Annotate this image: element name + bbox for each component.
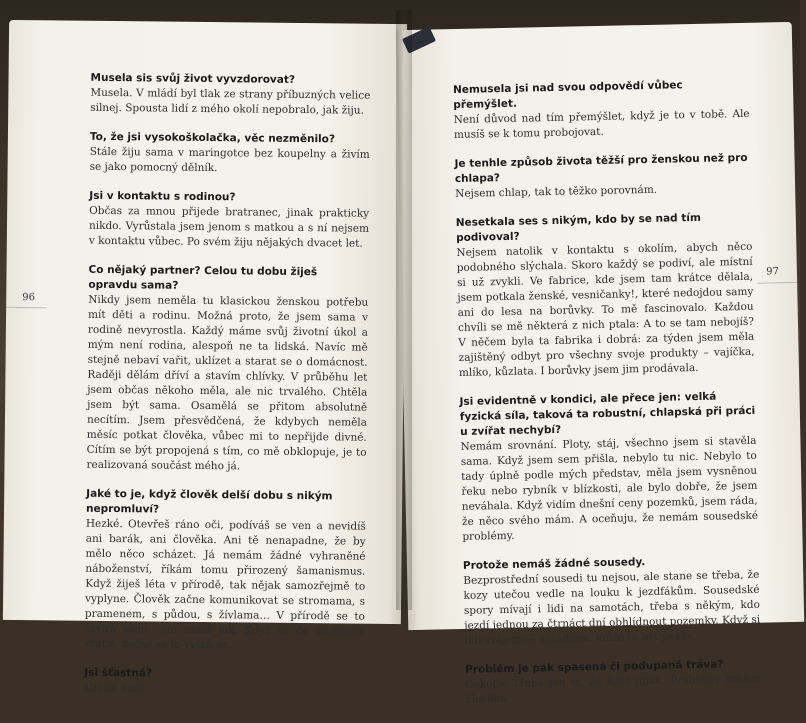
interview-answer: Hezké. Otevřeš ráno oči, podíváš se ven a nevidíš ani barák, ani člověka. Ani tě nenapadne, že by mělo něco scházet. Já nemám žádné vyhraněné náboženství, říkám tomu přirozený šamanismus. Když žiješ léta v přírodě, tak nějak samozřejmě to vyplyne. Člověk začne komunikovat se stromama, s pramenem, s půdou, s žívlama… V přírodě se to otvírá samo, ani nevíš jak. Když se do civilizace vrátíš, začne se to vytrácet. <box>84 517 366 652</box>
interview-block <box>90 130 370 178</box>
interview-question: Problém je pak spasená či podupaná tráva? <box>465 658 724 676</box>
left-page <box>3 20 407 695</box>
interview-block <box>454 151 751 202</box>
interview-block <box>90 71 370 119</box>
interview-answer: Stále žiju sama v maringotce bez koupelny a živím se jako pomocný dělník. <box>89 145 370 175</box>
interview-question: Jsi v kontaktu s rodinou? <box>89 189 236 204</box>
interview-block <box>456 210 755 381</box>
page-number-rule-right <box>757 282 797 284</box>
interview-block <box>89 189 370 252</box>
interview-block <box>459 389 758 545</box>
interview-block <box>85 487 367 655</box>
interview-answer: Nejsem chlap, tak to těžko porovnám. <box>455 183 658 201</box>
left-page-content <box>84 71 371 713</box>
right-page <box>396 22 804 706</box>
page-number-rule-left <box>6 307 46 308</box>
interview-question: Jsi šťastná? <box>84 666 153 680</box>
interview-question: Musela sis svůj život vyvzdorovat? <box>90 71 296 86</box>
interview-question: Jaké to je, když člověk delší dobu s nikým nepromluví? <box>85 487 333 516</box>
interview-question: Co nějaký partner? Celou tu dobu žiješ opravdu sama? <box>88 263 318 292</box>
interview-question: Nemusela jsi nad svou odpovědí vůbec přemýšlet. <box>452 79 683 112</box>
interview-answer: Nejsem natolik v kontaktu s okolím, abych něco podobného slýchala. Skoro každý se podiví, ale místní si už zvykli. Ve fabrice, kde jsem tam krátce dělala, jsem potkala ženské, vesničanky!, které nedojdou samy ani do lesa na borůvky. To mě fascinovalo. Každou chvíli se mě některá z nich ptala: A to se tam nebojíš? V něčem byla ta fabrika i dobrá: za týden jsem měla zajištěný odbyt pro všechny svoje produkty – vajíčka, mlíko, kůzlata. I borůvky jsem jim prodávala. <box>456 240 755 379</box>
interview-block <box>465 657 762 708</box>
interview-answer: Bezprostřední sousedi tu nejsou, ale stane se třeba, že kozy utečou vedle na louku k jezdfákům. Sousedské spory mívají i lidi na samotách, třeba s někým, kdo jezdí jednou za čtrnáct dní obhlídnout pozemky. Když si lidi vzájemně nesednou, může to být peklo. <box>463 568 761 647</box>
interview-block <box>453 77 750 143</box>
book-gutter <box>396 10 412 610</box>
interview-block <box>84 666 364 699</box>
interview-answer: Cokoliv. Třeba jen to, že žiješ jinak. Problémy můžou člověku <box>465 672 762 706</box>
interview-question: Protože nemáš žádné sousedy. <box>462 556 646 572</box>
interview-answer: Nikdy jsem neměla tu klasickou ženskou potřebu mít děti a rodinu. Možná proto, že jsem sama v rodině nevyrostla. Každý máme svůj životní úkol a mým není rodina, alespoň ne ta lidská. Navíc mě stejně nebaví vařit, uklízet a starat se o domácnost. Raději dělám dříví a stavím chlívky. V průběhu let jsem občas někoho měla, ale nic trvalého. Chtěla jsem být sama. Osamělá se přitom absolutně necítím. Jsem přesvědčená, že kdybych neměla měsíc potkat člověka, vůbec mi to nepřijde divné. Cítím se být propojená s tím, co mě obklopuje, je to realizovaná součást mého já. <box>86 293 369 473</box>
interview-question: To, že jsi vysokoškolačka, věc nezměnilo? <box>89 130 336 146</box>
interview-answer: Není důvod nad tím přemýšlet, když je to v tobě. Ale musíš se k tomu probojovat. <box>453 107 750 142</box>
interview-question: Jsi evidentně v kondici, ale přece jen: velká fyzická síla, taková ta robustní, chlapská při práci u zvířat nechybí? <box>459 390 756 438</box>
interview-answer: Občas za mnou přijede bratranec, jinak prakticky nikdo. Vyrůstala jsem jenom s matkou a s ní nejsem v kontaktu vůbec. Po svém žiju nějakých dvacet let. <box>88 204 370 250</box>
page-number-left: 96 <box>22 292 36 304</box>
interview-answer: Určitě ano! <box>84 681 145 695</box>
interview-block <box>86 263 368 476</box>
page-number-right: 97 <box>766 266 780 278</box>
interview-block <box>463 553 761 649</box>
right-page-content <box>453 77 762 722</box>
interview-answer: Nemám srovnání. Ploty, stáj, všechno jsem si stavěla sama. Když jsem sem přišla, nebylo tu nic. Nebylo to tady úplně podle mých představ, měla jsem vysněnou řeku nebo rybník v blízkosti, ale bylo dobře, že jsem neváhala. Když vidím dnešní ceny pozemků, jsem ráda, že něco svého mám. A oceňuju, že nemám sousedské problémy. <box>460 434 759 543</box>
interview-question: Je tenhle způsob života těžší pro ženskou než pro chlapa? <box>454 151 748 186</box>
interview-question: Nesetkala ses s nikým, kdo by se nad tím podivoval? <box>455 211 701 244</box>
interview-answer: Musela. V mládí byl tlak ze strany příbuzných velice silnej. Spousta lidí z mého okolí nepobralo, jak žiju. <box>90 86 371 117</box>
